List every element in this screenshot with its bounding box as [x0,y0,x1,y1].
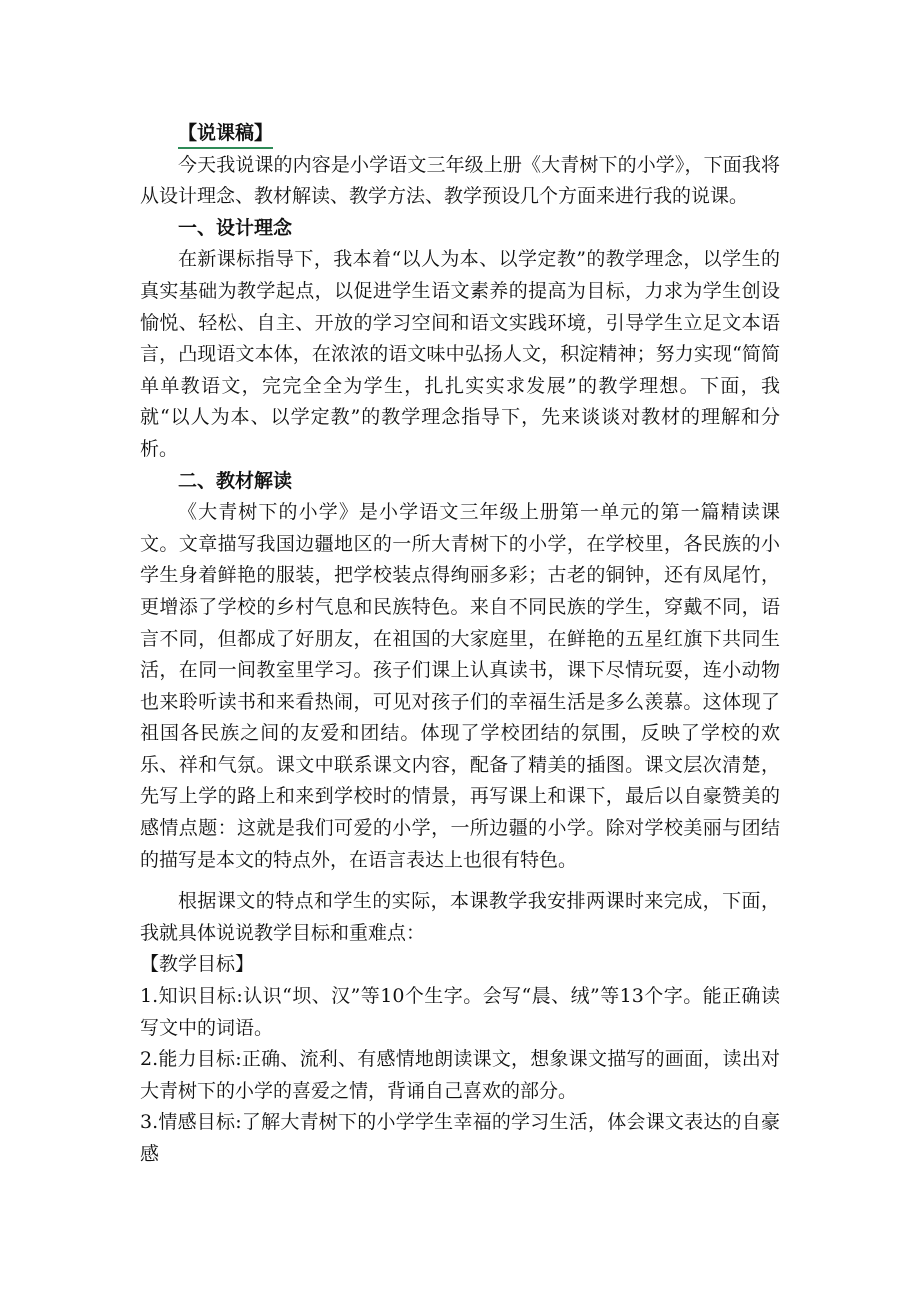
goal-item-emotion: 3.情感目标:了解大青树下的小学学生幸福的学习生活，体会课文表达的自豪感 [140,1111,780,1165]
document-title: 【说课稿】 [178,120,273,149]
goal-item-knowledge: 1.知识目标:认识“坝、汉”等10个生字。会写“晨、绒”等13个字。能正确读写文中的词语。 [140,985,780,1039]
teaching-goals-heading: 【教学目标】 [140,953,255,976]
lesson-plan-paragraph: 根据课文的特点和学生的实际，本课教学我安排两课时来完成，下面，我就具体说说教学目标和重难点： [140,890,780,944]
section-heading-textbook-analysis: 二、教材解读 [178,469,293,492]
intro-paragraph: 今天我说课的内容是小学语文三年级上册《大青树下的小学》，下面我将从设计理念、教材解读、教学方法、教学预设几个方面来进行我的说课。 [140,153,780,208]
document-page [140,118,780,1171]
design-concept-paragraph: 在新课标指导下，我本着“以人为本、以学定教”的教学理念，以学生的真实基础为教学起点，以促进学生语文素养的提高为目标，力求为学生创设愉悦、轻松、自主、开放的学习空间和语文实践环境，引导学生立足文本语言，凸现语文本体，在浓浓的语文味中弘扬人文，积淀精神；努力实现“简简单单教语文，完完全全为学生，扎扎实实求发展”的教学理想。下面，我就“以人为本、以学定教”的教学理念指导下，先来谈谈对教材的理解和分析。 [140,248,780,460]
goal-item-ability: 2.能力目标:正确、流利、有感情地朗读课文，想象课文描写的画面，读出对大青树下的小学的喜爱之情，背诵自己喜欢的部分。 [140,1048,780,1102]
section-heading-design-concept: 一、设计理念 [178,216,293,239]
title-line [140,118,780,150]
textbook-analysis-paragraph: 《大青树下的小学》是小学语文三年级上册第一单元的第一篇精读课文。文章描写我国边疆地区的一所大青树下的小学，在学校里，各民族的小学生身着鲜艳的服装，把学校装点得绚丽多彩；古老的铜钟，还有凤尾竹，更增添了学校的乡村气息和民族特色。来自不同民族的学生，穿戴不同，语言不同，但都成了好朋友，在祖国的大家庭里，在鲜艳的五星红旗下共同生活，在同一间教室里学习。孩子们课上认真读书，课下尽情玩耍，连小动物也来聆听读书和来看热闹，可见对孩子们的幸福生活是多么羡慕。这体现了祖国各民族之间的友爱和团结。体现了学校团结的氛围，反映了学校的欢乐、祥和气氛。课文中联系课文内容，配备了精美的插图。课文层次清楚，先写上学的路上和来到学校时的情景，再写课上和课下，最后以自豪赞美的感情点题：这就是我们可爱的小学，一所边疆的小学。除对学校美丽与团结的描写是本文的特点外，在语言表达上也很有特色。 [140,501,780,871]
